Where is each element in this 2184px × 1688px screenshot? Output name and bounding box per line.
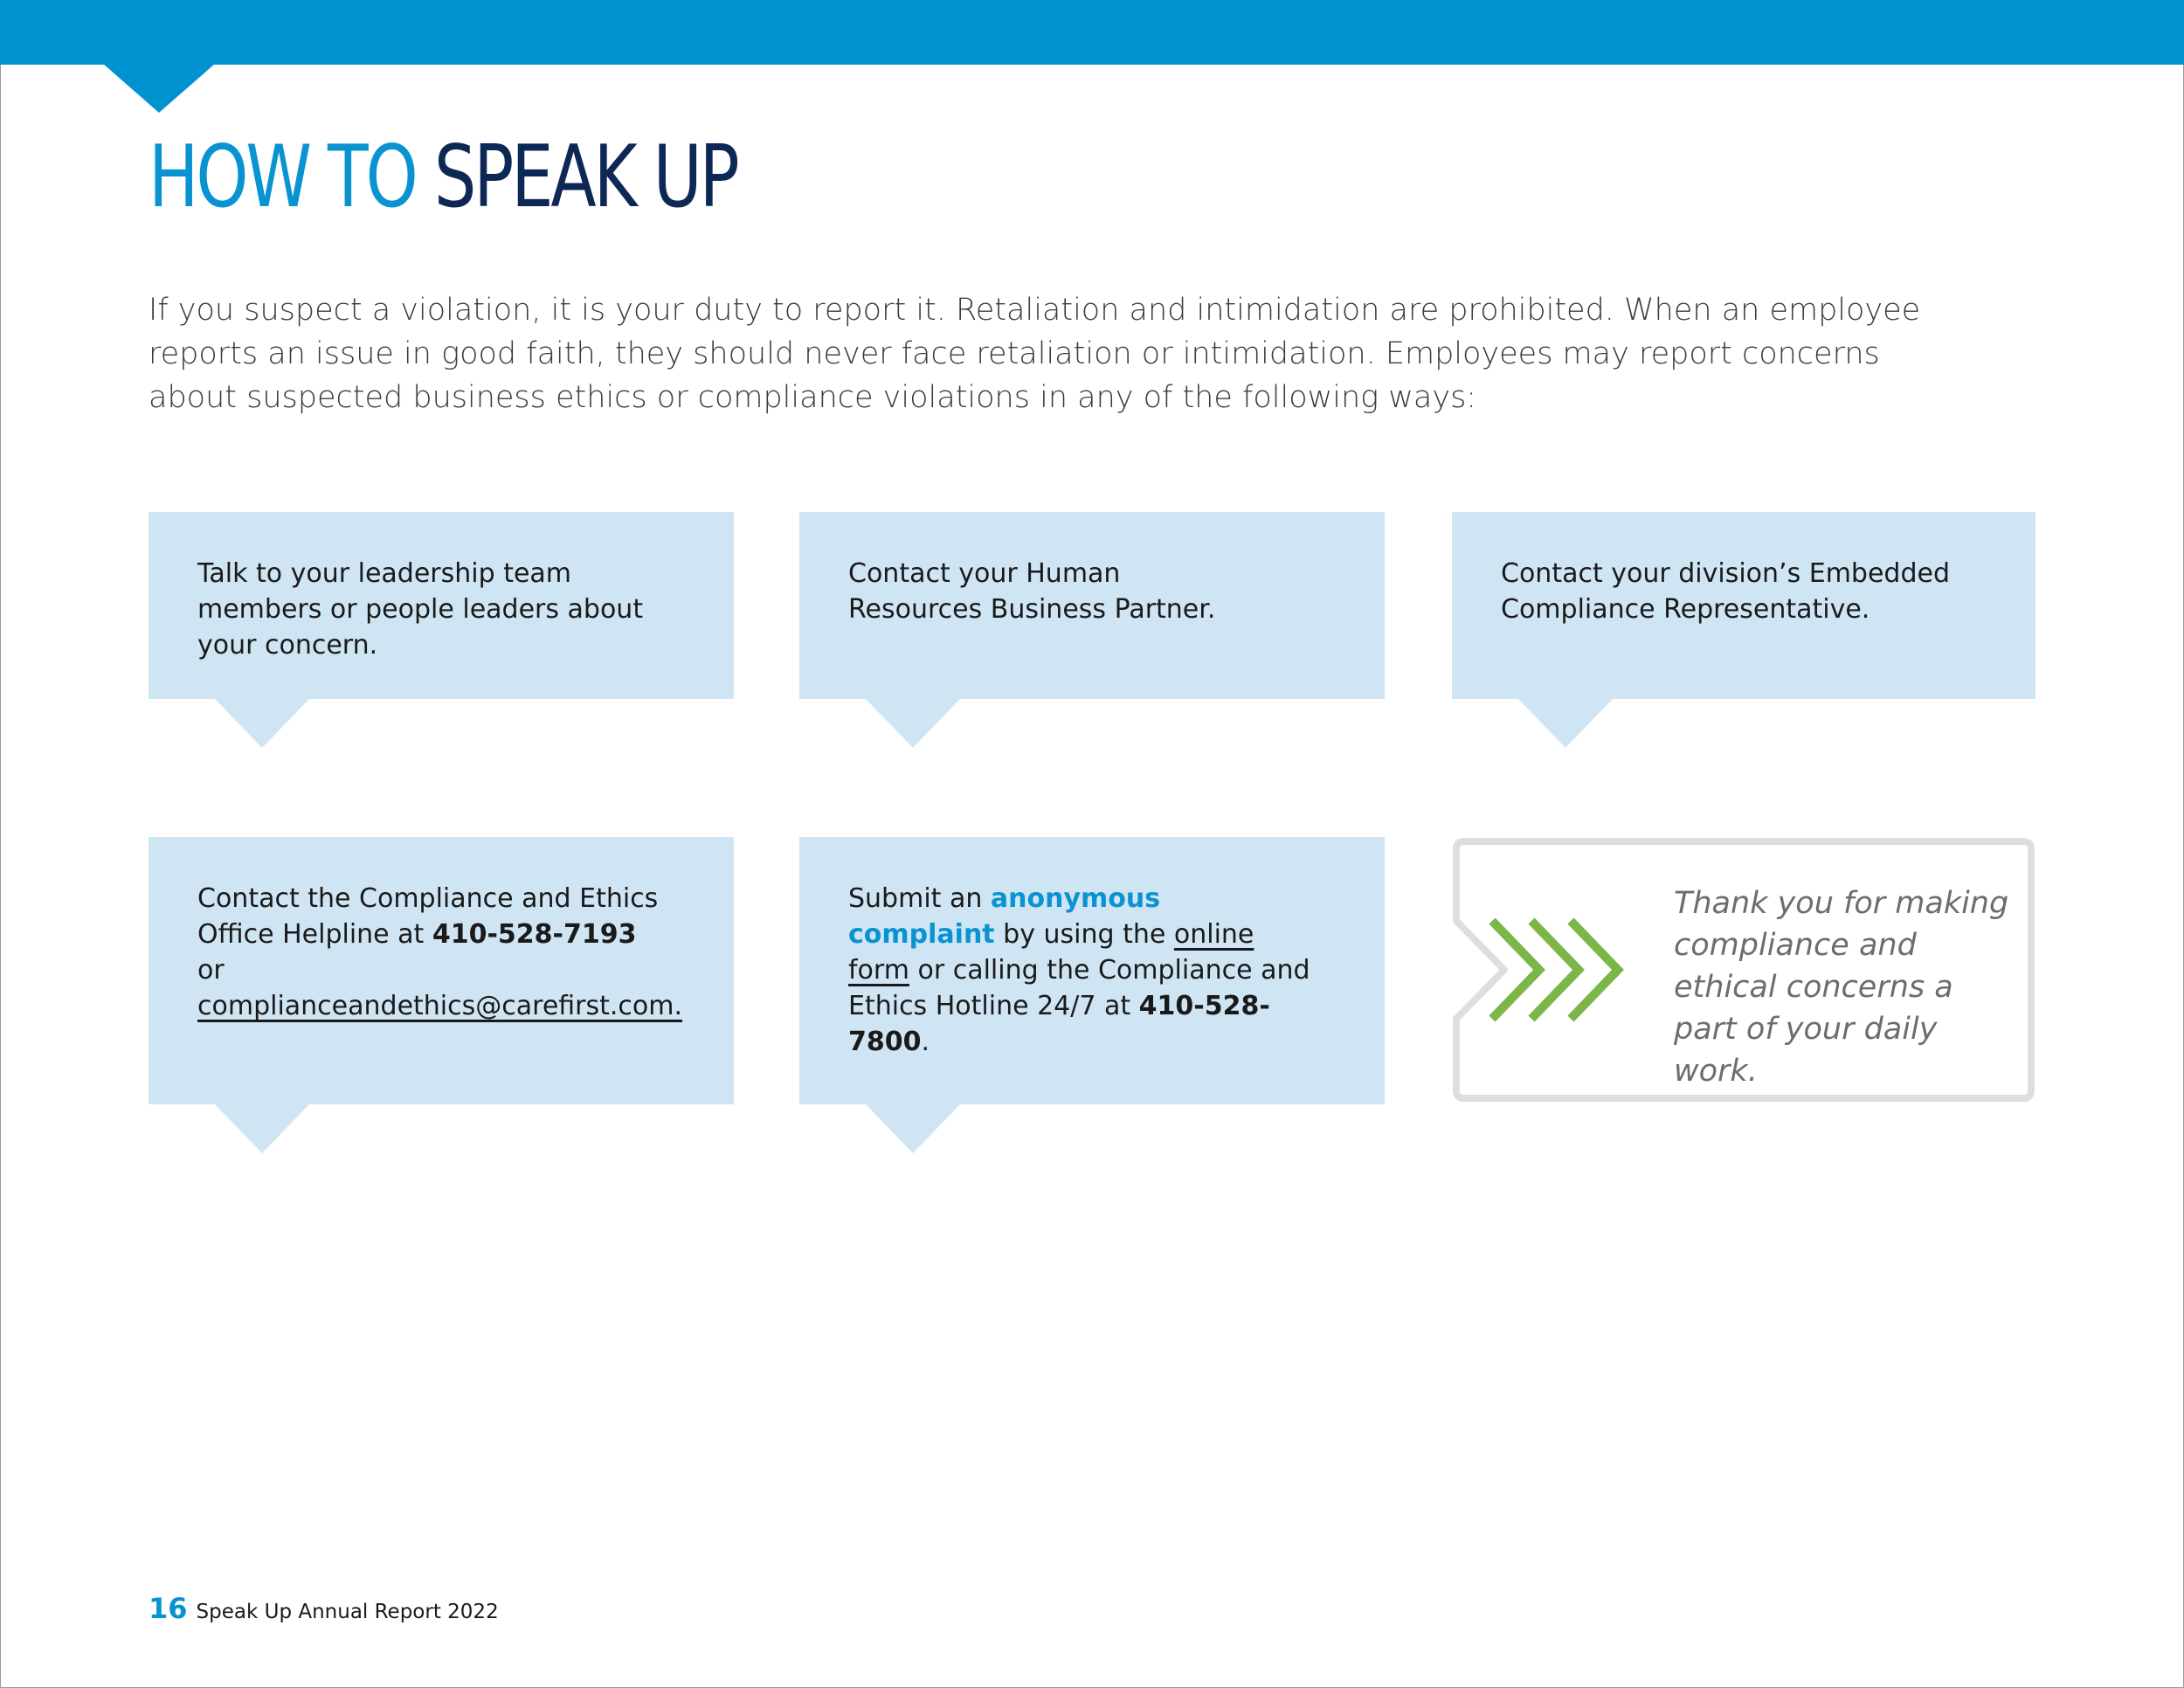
report-title: Speak Up Annual Report 2022: [196, 1601, 499, 1623]
card-ecr: [1452, 512, 2035, 699]
helpline-mid: or: [197, 955, 225, 986]
card-leadership-tail: [215, 699, 309, 748]
card-anonymous-text: [848, 881, 1311, 1060]
card-ecr-text: Contact your division’s Embedded Compliance Representative.: [1501, 558, 1951, 625]
page-number: 16: [149, 1592, 188, 1625]
thank-you-callout: [1452, 837, 2035, 1103]
banner-notch: [103, 64, 215, 113]
page-title-part1: HOW TO: [149, 128, 416, 227]
card-anonymous-tail: [866, 1104, 960, 1153]
card-helpline-text: [197, 881, 683, 1024]
anonymous-complaint-link[interactable]: anonymous complaint: [848, 883, 1161, 950]
card-leadership: [149, 512, 734, 699]
anonymous-suffix: .: [921, 1027, 930, 1057]
card-helpline-tail: [215, 1104, 309, 1153]
page-title: [149, 128, 737, 227]
helpline-email-link[interactable]: complianceandethics@carefirst.com.: [197, 991, 683, 1021]
top-banner: [0, 0, 2184, 65]
hotline-phone[interactable]: 410-528-7800: [848, 991, 1270, 1057]
anonymous-mid2: or calling the Compliance and Ethics Hotline 24/7 at: [848, 955, 1310, 1021]
helpline-phone[interactable]: 410-528-7193: [432, 919, 637, 950]
card-hr: [799, 512, 1385, 699]
anonymous-prefix: Submit an: [848, 883, 991, 914]
card-helpline: [149, 837, 734, 1104]
card-anonymous: [799, 837, 1385, 1104]
card-ecr-tail: [1518, 699, 1613, 748]
card-hr-text: Contact your Human Resources Business Partner.: [848, 558, 1216, 625]
callout-text: Thank you for making compliance and ethical concerns a part of your daily work.: [1674, 886, 2009, 1089]
card-hr-tail: [866, 699, 960, 748]
online-form-link[interactable]: online form: [848, 919, 1254, 986]
anonymous-mid1: by using the: [994, 919, 1174, 950]
helpline-prefix: Contact the Compliance and Ethics Office Helpline at: [197, 883, 659, 950]
page-title-part2: SPEAK UP: [433, 128, 737, 227]
card-leadership-text: Talk to your leadership team members or people leaders about your concern.: [197, 558, 644, 661]
footer: [149, 1592, 499, 1625]
intro-paragraph: If you suspect a violation, it is your duty to report it. Retaliation and intimidation are prohibited. When an employee reports an issue in good faith, they should never face retaliation or intimidation. Employees may report concerns about suspected business ethics or compliance violations in any of the following ways:: [149, 293, 1921, 415]
